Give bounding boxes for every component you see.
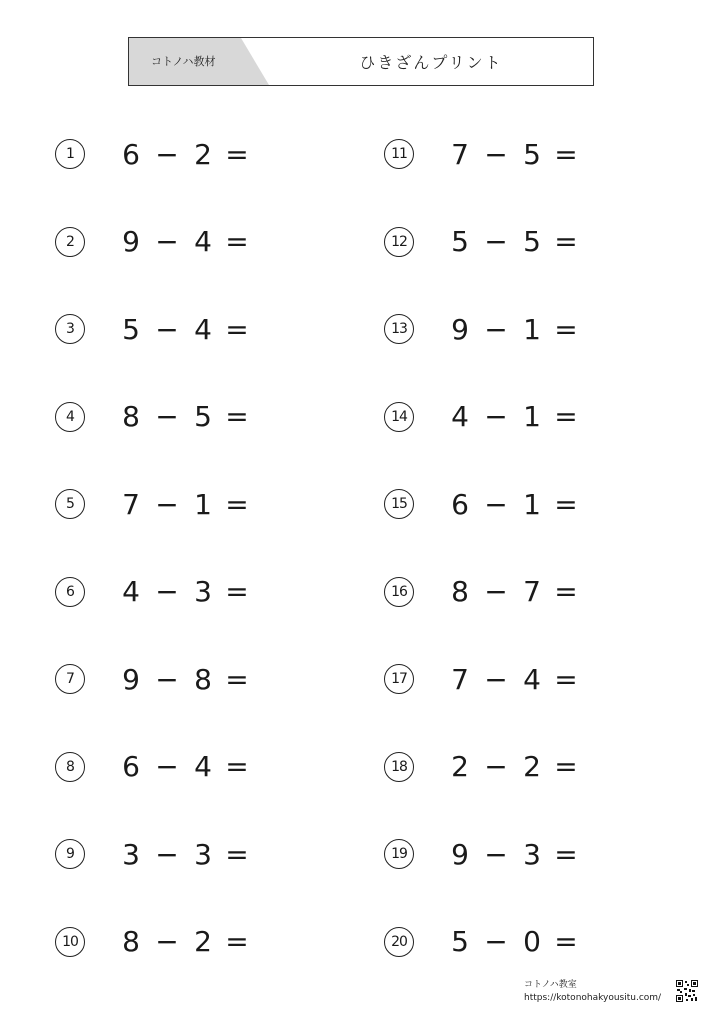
equals-sign: = [554,750,578,783]
minus-sign: − [155,575,179,608]
equals-sign: = [554,925,578,958]
problem-number: 8 [55,752,85,782]
minuend: 6 [122,137,140,171]
minus-sign: − [484,662,508,696]
problem-item [55,572,257,612]
equals-sign: = [554,400,578,433]
problem-number: 4 [55,402,85,432]
minuend: 3 [122,837,140,871]
problem-number: 14 [384,402,414,432]
minus-sign: − [484,837,508,871]
equals-sign: = [225,925,249,958]
problem-expression [446,488,586,521]
problem-expression [446,225,586,258]
problem-expression [446,138,586,171]
subtrahend: 5 [194,400,212,433]
equals-sign: = [554,487,578,521]
minuend: 8 [122,925,140,958]
equals-sign: = [554,662,578,696]
problem-number: 20 [384,927,414,957]
worksheet-title: ひきざんプリント [359,53,503,72]
subtrahend: 4 [194,312,212,346]
problem-number: 18 [384,752,414,782]
problem-item [384,572,586,612]
minuend: 7 [451,137,469,171]
subtrahend: 2 [194,137,212,171]
problem-expression [117,575,257,608]
minus-sign: − [155,925,179,958]
problem-number: 15 [384,489,414,519]
problem-number: 12 [384,227,414,257]
minus-sign: − [155,487,179,521]
minuend: 9 [122,662,140,696]
problem-number: 13 [384,314,414,344]
problem-expression [117,400,257,433]
footer-url: https://kotonohakyousitu.com/ [524,993,662,1003]
subtrahend: 5 [523,137,541,171]
problem-item [384,484,586,524]
problem-expression [117,663,257,696]
minus-sign: − [484,225,508,258]
minus-sign: − [155,837,179,871]
minus-sign: − [155,312,179,346]
equals-sign: = [554,837,578,871]
problem-item [55,134,257,174]
subtrahend: 0 [523,925,541,958]
problem-number: 16 [384,577,414,607]
minuend: 4 [122,575,140,608]
problem-expression [117,488,257,521]
problem-expression [117,138,257,171]
subtrahend: 1 [523,312,541,346]
problem-number: 6 [55,577,85,607]
subtrahend: 5 [523,225,541,258]
problem-expression [117,925,257,958]
equals-sign: = [225,225,249,258]
equals-sign: = [225,837,249,871]
problem-number: 5 [55,489,85,519]
minuend: 9 [451,312,469,346]
equals-sign: = [554,312,578,346]
minuend: 2 [451,750,469,783]
problem-number: 9 [55,839,85,869]
problem-item [384,747,586,787]
minuend: 4 [451,400,469,433]
footer-brand: コトノハ教室 [524,980,577,990]
problem-item [384,309,586,349]
subtrahend: 1 [523,400,541,433]
minus-sign: − [484,487,508,521]
subtrahend: 1 [523,487,541,521]
problem-item [384,834,586,874]
subtrahend: 4 [194,225,212,258]
problem-item [55,747,257,787]
equals-sign: = [225,487,249,521]
minus-sign: − [155,750,179,783]
problem-expression [446,925,586,958]
problem-number: 7 [55,664,85,694]
minuend: 5 [451,925,469,958]
brand-tag: コトノハ教材 [151,55,216,68]
minus-sign: − [155,662,179,696]
problem-expression [117,838,257,871]
problem-item [55,834,257,874]
problem-expression [446,750,586,783]
problem-item [384,659,586,699]
problem-expression [446,313,586,346]
equals-sign: = [554,225,578,258]
worksheet-header [128,37,594,86]
equals-sign: = [225,750,249,783]
minuend: 9 [451,837,469,871]
problem-item [55,222,257,262]
equals-sign: = [225,137,249,171]
problem-item [55,484,257,524]
minuend: 5 [122,312,140,346]
equals-sign: = [225,662,249,696]
subtrahend: 4 [523,662,541,696]
minus-sign: − [484,575,508,608]
minus-sign: − [484,137,508,171]
minuend: 7 [122,487,140,521]
problem-item [384,134,586,174]
problem-expression [446,663,586,696]
minus-sign: − [155,225,179,258]
minus-sign: − [484,312,508,346]
minuend: 6 [122,750,140,783]
problem-expression [117,313,257,346]
problem-number: 17 [384,664,414,694]
problem-expression [117,750,257,783]
equals-sign: = [554,137,578,171]
subtrahend: 2 [194,925,212,958]
problem-expression [446,838,586,871]
problem-item [55,397,257,437]
qr-code-icon [676,980,698,1002]
problem-item [384,922,586,962]
problem-number: 3 [55,314,85,344]
problem-number: 11 [384,139,414,169]
problem-item [384,222,586,262]
minus-sign: − [484,925,508,958]
minuend: 6 [451,487,469,521]
minuend: 5 [451,225,469,258]
minus-sign: − [155,400,179,433]
minuend: 8 [122,400,140,433]
subtrahend: 3 [194,837,212,871]
footer [524,979,661,1005]
subtrahend: 4 [194,750,212,783]
equals-sign: = [554,575,578,608]
subtrahend: 3 [523,837,541,871]
problem-expression [446,575,586,608]
problem-item [384,397,586,437]
minuend: 8 [451,575,469,608]
problem-number: 1 [55,139,85,169]
equals-sign: = [225,312,249,346]
subtrahend: 7 [523,575,541,608]
minuend: 7 [451,662,469,696]
subtrahend: 3 [194,575,212,608]
problem-number: 10 [55,927,85,957]
minuend: 9 [122,225,140,258]
equals-sign: = [225,400,249,433]
equals-sign: = [225,575,249,608]
subtrahend: 1 [194,487,212,521]
problem-number: 19 [384,839,414,869]
problem-expression [117,225,257,258]
minus-sign: − [484,750,508,783]
minus-sign: − [484,400,508,433]
subtrahend: 2 [523,750,541,783]
subtrahend: 8 [194,662,212,696]
problem-expression [446,400,586,433]
minus-sign: − [155,137,179,171]
problem-item [55,922,257,962]
problem-number: 2 [55,227,85,257]
problem-item [55,309,257,349]
problem-item [55,659,257,699]
